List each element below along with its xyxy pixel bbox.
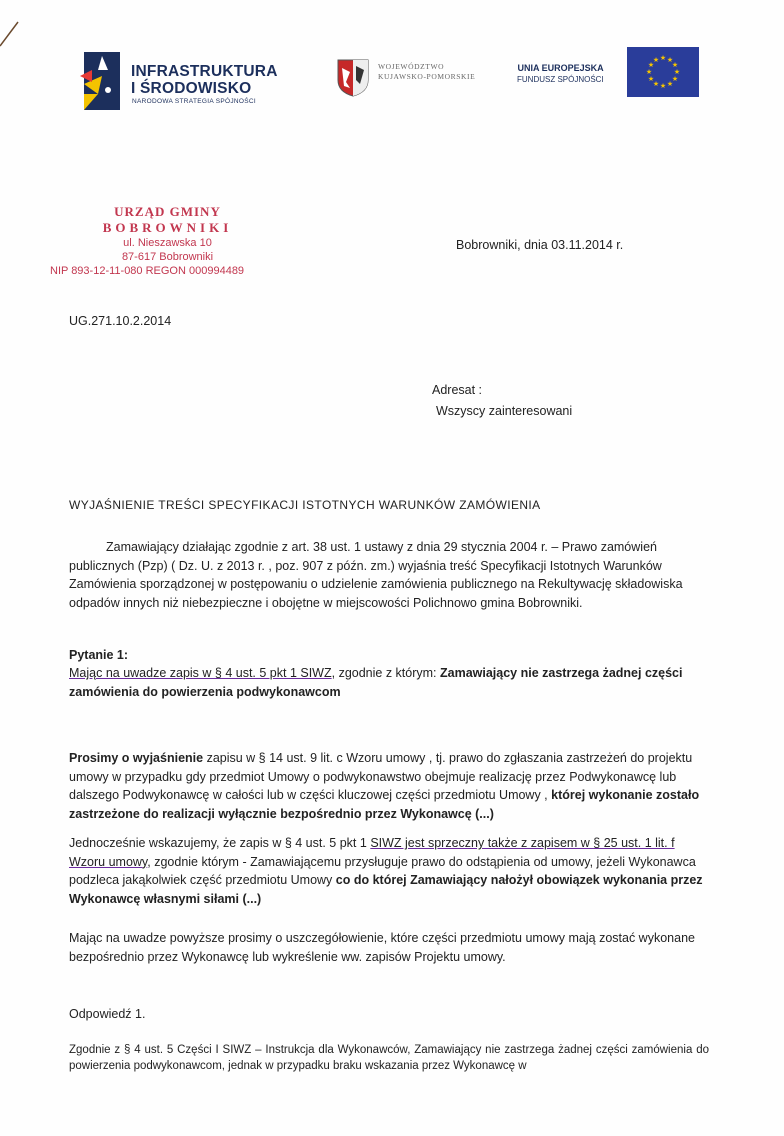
document-date: Bobrowniki, dnia 03.11.2014 r. [456,238,624,252]
eu-line-2: FUNDUSZ SPÓJNOŚCI [517,75,604,84]
q1-underlined-ref: Mając na uwadze zapis w § 4 ust. 5 pkt 1 SIWZ [69,666,332,680]
svg-text:★: ★ [652,56,660,64]
logo-title-line-2: I ŚRODOWISKO [131,80,252,97]
answer-1-text: Zgodnie z § 4 ust. 5 Części I SIWZ – Instrukcja dla Wykonawców, Zamawiający nie zastrzega żadnej części zamówienia do powierzenia podwykonawcom, jednak w przypadku braku wskazania przez Wykonawcę w [69,1044,709,1072]
infrastruktura-logo-title [131,63,278,97]
intro-paragraph [69,538,689,612]
svg-text:★: ★ [647,75,655,83]
stamp-line-1: URZĄD GMINY [114,204,221,219]
stamp-line-2: BOBROWNIKI [102,220,233,235]
kujawsko-pomorskie-text [378,62,475,82]
q1-p3-underlined: SIWZ jest sprzeczny także z zapisem w § 25 ust. 1 lit. f Wzoru umowy [69,836,675,869]
q1-p3-start: Jednocześnie wskazujemy, że zapis w § 4 ust. 5 pkt 1 [69,836,371,850]
kp-line-2: KUJAWSKO-POMORSKIE [378,72,476,81]
svg-text:★: ★ [647,61,655,69]
eu-logo-text [517,62,604,86]
logo-title-line-1: INFRASTRUKTURA [131,63,278,80]
kujawsko-pomorskie-crest-icon [336,58,370,98]
q1-p3-mid: , zgodnie którym - Zamawiającemu przysługuje prawo do odstąpienia od umowy, jeżeli Wykonawca podzleca jakąkolwiek część przedmiotu Umowy [69,854,696,887]
document-heading: WYJAŚNIENIE TREŚCI SPECYFIKACJI ISTOTNYCH WARUNKÓW ZAMÓWIENIA [69,498,541,512]
q1-p3-bold: co do której Zamawiający nałożył obowiązek wykonania przez Wykonawcę własnymi siłami (...) [69,873,703,906]
office-stamp [50,204,270,278]
eu-line-1: UNIA EUROPEJSKA [517,63,604,73]
stamp-line-5: NIP 893-12-11-080 REGON 000994489 [50,265,245,277]
answer-1-title: Odpowiedź 1. [69,1007,146,1021]
question-1-paragraph-4: Mając na uwadze powyższe prosimy o uszczegółowienie, które części przedmiotu umowy mają zostać wykonane bezpośrednio przez Wykonawcę lub wykreślenie ww. zapisów Projektu umowy. [69,931,695,964]
svg-text:★: ★ [659,82,667,90]
svg-text:★: ★ [659,54,667,62]
svg-text:★: ★ [666,80,674,88]
kp-line-1: WOJEWÓDZTWO [378,62,445,71]
svg-text:★: ★ [671,61,679,69]
reference-number: UG.271.10.2.2014 [69,314,172,328]
addressee-label: Adresat : [432,383,483,397]
scan-pen-mark [0,8,20,48]
svg-text:★: ★ [671,75,679,83]
eu-flag-icon [627,47,699,97]
question-1-title: Pytanie 1: [69,648,129,662]
q1-bold-quote: Zamawiający nie zastrzega żadnej części zamówienia do powierzenia podwykonawcom [69,666,683,699]
question-1-paragraph-1 [69,664,709,701]
q1-p2-text: zapisu w § 14 ust. 9 lit. c Wzoru umowy , tj. prawo do zgłaszania zastrzeżeń do projektu umowy w przypadku gdy przedmiot Umowy o podwykonawstwo obejmuje realizację przez Podwykonawcę lub dalszego Podwykonawcę w całości lub w części kluczowej części przedmiotu Umowy , [69,751,693,802]
q1-text: , zgodnie z którym: [331,666,440,680]
svg-text:★: ★ [652,80,660,88]
infrastruktura-logo-icon [78,50,126,112]
q1-p2-bold-start: Prosimy o wyjaśnienie [69,751,204,765]
question-1-paragraph-2 [69,749,709,823]
intro-text: Zamawiający działając zgodnie z art. 38 ust. 1 ustawy z dnia 29 stycznia 2004 r. – Prawo zamówień publicznych (Pzp) ( Dz. U. z 2013 r. , poz. 907 z późn. zm.) wyjaśnia treść Specyfikacji Istotnych Warunków Zamówienia sporządzonej w postępowaniu o udzielenie zamówienia publicznego na Rekultywację składowiska odpadów innych niż niebezpieczne i obojętne w miejscowości Polichnowo gmina Bobrowniki. [69,540,683,610]
stamp-line-3: ul. Nieszawska 10 [123,237,212,249]
svg-text:★: ★ [673,68,681,76]
svg-text:★: ★ [645,68,653,76]
infrastruktura-logo-subtitle: NARODOWA STRATEGIA SPÓJNOŚCI [132,98,256,105]
q1-p2-bold-end: której wykonanie zostało zastrzeżone do realizacji wyłącznie bezpośrednio przez Wykonawcę (...) [69,788,700,821]
question-1-paragraph-3 [69,834,709,908]
addressee-value: Wszyscy zainteresowani [436,404,573,418]
svg-text:★: ★ [666,56,674,64]
stamp-line-4: 87-617 Bobrowniki [121,251,214,263]
